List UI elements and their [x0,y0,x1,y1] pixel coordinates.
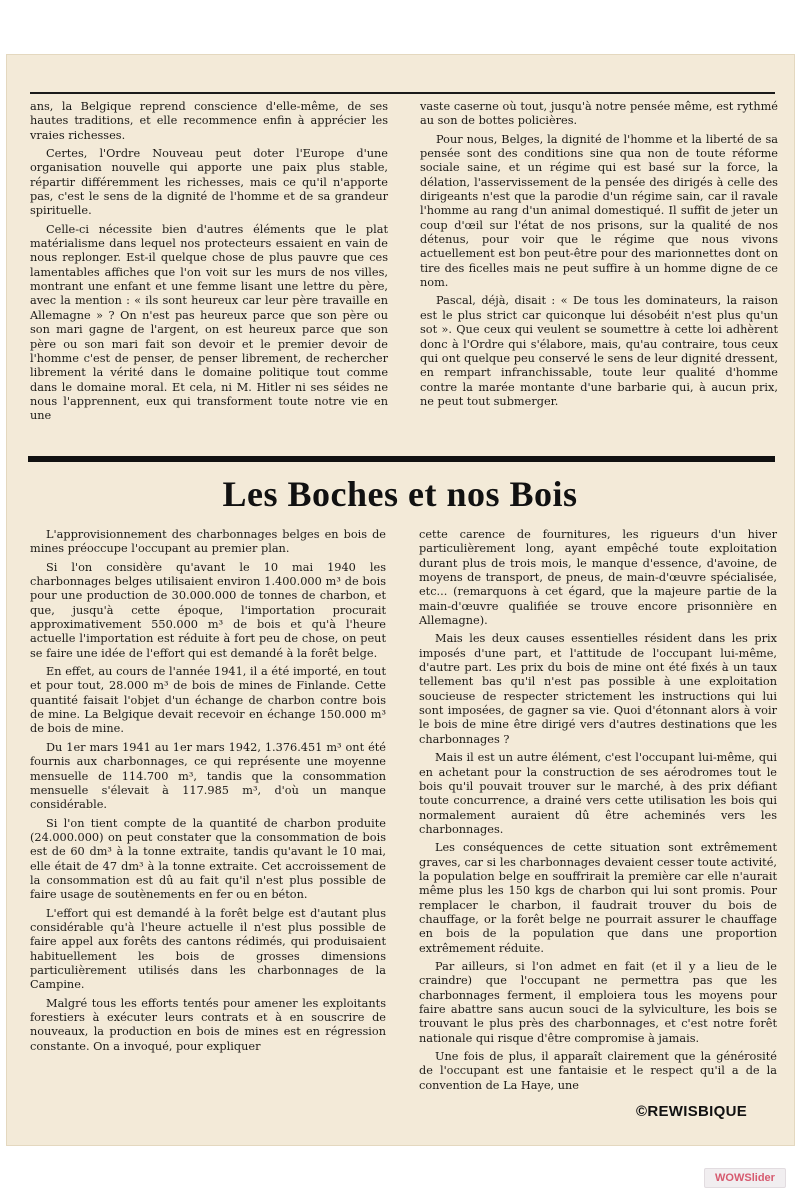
main-article-column-right [419,528,777,1097]
main-article-column-left [30,528,386,1058]
paragraph: Certes, l'Ordre Nouveau peut doter l'Europe d'une organisation nouvelle qui apporte une paix plus stable, répartir différemment les richesses, mais ce qu'il n'apporte pas, c'est le sens de la dignité de l'homme et de sa grandeur spirituelle. [30,147,388,218]
paragraph: Celle-ci nécessite bien d'autres éléments que le plat matérialisme dans lequel nos protecteurs essaient en vain de nous replonger. Est-il quelque chose de plus pauvre que ces lamentables affiches que l'on voit sur les murs de nos villes, montrant une enfant et une femme lisant une lettre du père, avec la mention : « ils sont heureux car leur père travaille en Allemagne » ? On n'est pas heureux parce que son père ou son mari gagne de l'argent, on est heureux parce que son père ou son mari fait son devoir et le premier devoir de l'homme c'est de penser, de penser librement, de rechercher librement la vérité dans le domaine politique tout comme dans le domaine moral. Et cela, ni M. Hitler ni ses séides ne nous l'apprennent, eux qui transforment toute notre vie en une [30,222,388,423]
paragraph: Pour nous, Belges, la dignité de l'homme et la liberté de sa pensée sont des conditions sine qua non de toute réforme sociale saine, et un régime qui est basé sur la force, la délation, l'asservissement de la pensée des dirigés à celle des dirigeants n'est que la parodie d'un régime sain, car il ravale l'homme au rang d'un animal domestiqué. Il suffit de jeter un coup d'œil sur l'état de nos prisons, sur la qualité de nos détenus, pour voir que le régime que nous vivons actuellement est bon peut-être pour des marionnettes dont on tire des ficelles mais ne peut suffire à un homme digne de ce nom. [420,132,778,290]
paragraph: L'approvisionnement des charbonnages belges en bois de mines préoccupe l'occupant au premier plan. [30,528,386,556]
section-divider [28,456,775,462]
top-article-column-right [420,100,778,413]
paragraph: Si l'on tient compte de la quantité de charbon produite (24.000.000) on peut constater que la consommation de bois est de 60 dm³ à la tonne extraite, tandis qu'avant le 10 mai, elle était de 47 dm³ à la tonne extraite. Cet accroissement de la consommation est dû au fait qu'il n'est plus possible de faire usage de soutènements en fer ou en béton. [30,816,386,902]
top-article-column-left [30,100,388,428]
copyright-watermark: ©REWISBIQUE [636,1103,748,1120]
paragraph: Malgré tous les efforts tentés pour amener les exploitants forestiers à exécuter leurs contrats et à en souscrire de nouveaux, la production en bois de mines est en régression constante. On a invoqué, pour expliquer [30,996,386,1053]
paragraph: ans, la Belgique reprend conscience d'elle-même, de ses hautes traditions, et elle recommence enfin à apprécier les vraies richesses. [30,100,388,142]
top-divider [30,92,775,94]
paragraph: Par ailleurs, si l'on admet en fait (et il y a lieu de le craindre) que l'occupant ne permettra pas que les charbonnages ferment, il emploiera tous les moyens pour faire abattre sans aucun souci de la sylviculture, les bois se trouvant le plus près des charbonnages, et c'est notre forêt nationale qui risque d'être compromise à jamais. [419,959,777,1045]
paragraph: Pascal, déjà, disait : « De tous les dominateurs, la raison est le plus strict car quiconque lui désobéit n'est plus qu'un sot ». Que ceux qui veulent se soumettre à cette loi adhèrent donc à l'Ordre qui s'élabore, mais, qu'au contraire, tous ceux qui ont quelque peu conservé le sens de leur dignité dressent, en rempart infranchissable, toute leur qualité d'homme contre la marée montante d'une barbarie qui, à aucun prix, ne peut tout submerger. [420,294,778,408]
paragraph: Mais il est un autre élément, c'est l'occupant lui-même, qui en achetant pour la construction de ses aérodromes tout le bois qu'il pouvait trouver sur le marché, à des prix défiant toute concurrence, a drainé vers cette utilisation les bois qui normalement auraient dû être acheminés vers les charbonnages. [419,751,777,836]
paragraph: vaste caserne où tout, jusqu'à notre pensée même, est rythmé au son de bottes policières. [420,100,778,128]
paragraph: Mais les deux causes essentielles résident dans les prix imposés d'une part, et l'attitude de l'occupant lui-même, d'autre part. Les prix du bois de mine ont été fixés à un taux tellement bas qu'il n'est pas possible à une exploitation soucieuse de respecter strictement les instructions qui lui sont imposées, de gagner sa vie. Quoi d'étonnant alors à voir le bois de mine être dirigé vers d'autres destinations que les charbonnages ? [419,632,777,746]
paragraph: cette carence de fournitures, les rigueurs d'un hiver particulièrement long, ayant empêché toute exploitation durant plus de trois mois, le manque d'essence, d'avoine, de moyens de transport, de pneus, de main-d'œuvre spécialisée, etc... (remarquons à cet égard, que la majeure partie de la main-d'œuvre qualifiée se trouve encore prisonnière en Allemagne). [419,528,777,628]
paragraph: L'effort qui est demandé à la forêt belge est d'autant plus considérable qu'à l'heure actuelle il n'est plus possible de faire appel aux forêts des cantons rédimés, qui produisaient habituellement les bois de grosses dimensions particulièrement utilisés dans les charbonnages de la Campine. [30,906,386,992]
wowslider-badge[interactable]: WOWSlider [704,1168,786,1188]
paragraph: Du 1er mars 1941 au 1er mars 1942, 1.376.451 m³ ont été fournis aux charbonnages, ce qui représente une moyenne mensuelle de 114.700 m³, tandis que la consommation mensuelle s'élevait à 117.985 m³, d'où un manque considérable. [30,740,386,812]
paragraph: En effet, au cours de l'année 1941, il a été importé, en tout et pour tout, 28.000 m³ de bois de mines de Finlande. Cette quantité faisait l'objet d'un échange de charbon contre bois de mine. La Belgique devait recevoir en échange 150.000 m³ de bois de mine. [30,665,386,736]
paragraph: Les conséquences de cette situation sont extrêmement graves, car si les charbonnages devaient cesser toute activité, la population belge en souffrirait la première car elle n'aurait même plus les 150 kgs de charbon qui lui sont promis. Pour remplacer le charbon, il faudrait trouver du bois de chauffage, or la forêt belge ne pourrait assurer le chauffage en bois de la population que dans une proportion extrêmement réduite. [419,841,777,955]
paragraph: Une fois de plus, il apparaît clairement que la générosité de l'occupant est une fantaisie et le respect qu'il a de la convention de La Haye, une [419,1050,777,1092]
article-headline: Les Boches et nos Bois [222,474,578,514]
paragraph: Si l'on considère qu'avant le 10 mai 1940 les charbonnages belges utilisaient environ 1.400.000 m³ de bois pour une production de 30.000.000 de tonnes de charbon, et que, jusqu'à cette époque, l'importation procurait approximativement 550.000 m³ de bois et qu'à l'heure actuelle l'importation est réduite à fort peu de chose, on peut se faire une idée de l'effort qui est demandé à la forêt belge. [30,560,386,660]
